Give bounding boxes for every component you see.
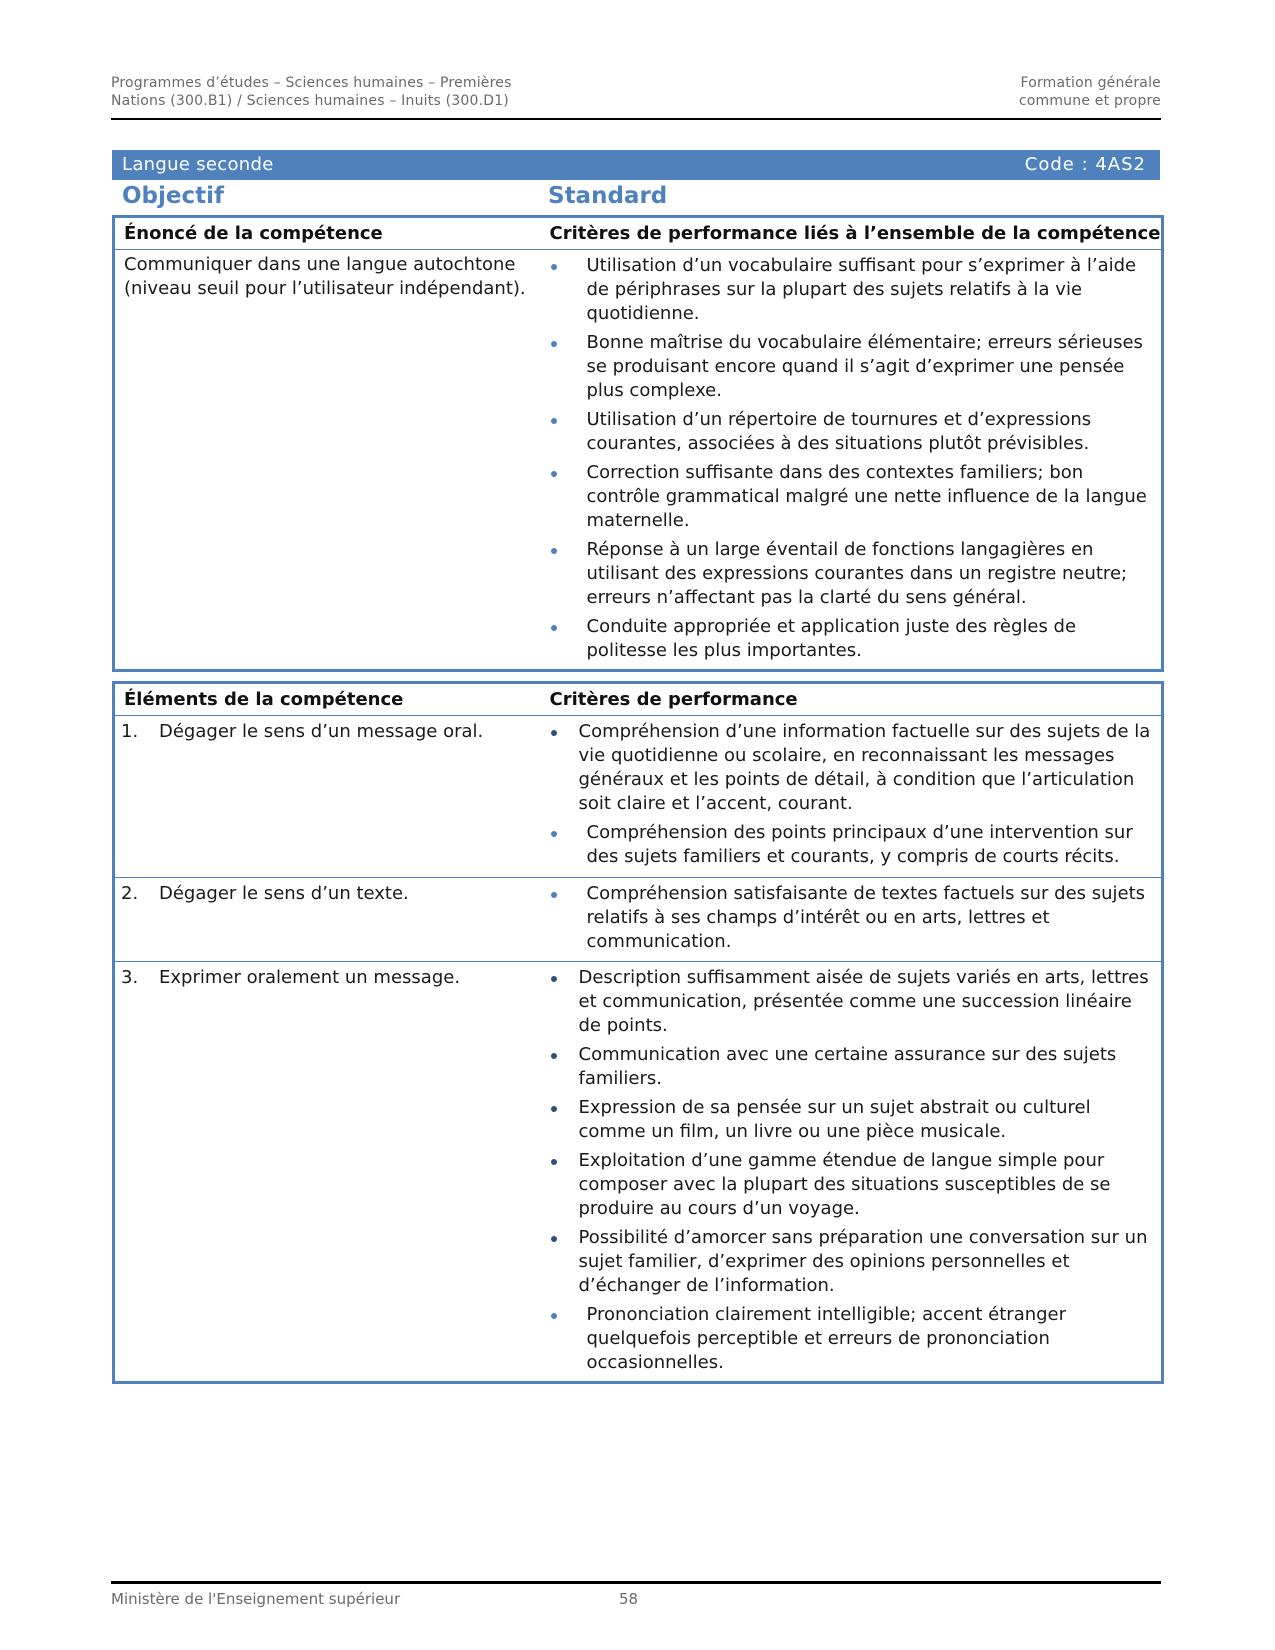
bullet-icon: [551, 1236, 557, 1242]
criteria-item: Correction suffisante dans des contextes familiers; bon contrôle grammatical malgré une nette influence de la langue maternelle.: [539, 461, 1154, 533]
competency-statement: Communiquer dans une langue autochtone (niveau seuil pour l’utilisateur indépendant).: [124, 254, 526, 299]
criteria-item: Compréhension des points principaux d’une intervention sur des sujets familiers et courants, y compris de courts récits.: [539, 821, 1154, 869]
element-criteria-list: [539, 878, 1162, 960]
criteria-item: Compréhension satisfaisante de textes factuels sur des sujets relatifs à ses champs d’intérêt ou en arts, lettres et communication.: [539, 882, 1154, 954]
training-type: [1019, 74, 1161, 110]
page-footer: [111, 1581, 1161, 1614]
criteria-item: Utilisation d’un répertoire de tournures et d’expressions courantes, associées à des situations plutôt prévisibles.: [539, 408, 1154, 456]
course-code: Code : 4AS2: [1024, 154, 1146, 175]
element-criteria-cell: [539, 716, 1163, 878]
competency-table: [112, 215, 1164, 672]
bullet-icon: [551, 1106, 557, 1112]
bullet-icon: [551, 471, 557, 477]
element-row: [114, 878, 1163, 962]
bullet-icon: [551, 625, 557, 631]
training-type-line-1: Formation générale: [1020, 75, 1161, 91]
criteria-item: Communication avec une certaine assurance sur des sujets familiers.: [539, 1043, 1154, 1091]
bullet-icon: [551, 831, 557, 837]
element-row: [114, 716, 1163, 878]
standard-title: Standard: [548, 183, 668, 209]
bullet-icon: [551, 341, 557, 347]
element-criteria-list: [539, 716, 1162, 875]
page-number: 58: [619, 1590, 639, 1608]
element-criteria-cell: [539, 878, 1163, 962]
footer-organization: Ministère de l'Enseignement supérieur: [111, 1590, 401, 1608]
criteria-item: Utilisation d’un vocabulaire suffisant pour s’exprimer à l’aide de périphrases sur la plupart des sujets relatifs à la vie quotidienne.: [539, 254, 1154, 326]
element-cell: [114, 962, 539, 1383]
element-criteria-list: [539, 962, 1162, 1381]
bullet-icon: [551, 892, 557, 898]
element-label: Dégager le sens d’un message oral.: [159, 721, 484, 742]
competency-table-header: [114, 217, 1163, 250]
program-title-line-2: Nations (300.B1) / Sciences humaines – Inuits (300.D1): [111, 93, 509, 109]
element-cell: [114, 878, 539, 962]
criteria-item: Description suffisamment aisée de sujets variés en arts, lettres et communication, présentée comme une succession linéaire de points.: [539, 966, 1154, 1038]
performance-criteria-header: Critères de performance: [539, 683, 1163, 716]
competency-row: [114, 250, 1163, 671]
elements-table-header: [114, 683, 1163, 716]
element-cell: [114, 716, 539, 878]
global-criteria-header: Critères de performance liés à l’ensemble de la compétence: [539, 217, 1163, 250]
element-number: 1.: [121, 721, 139, 742]
program-title-line-1: Programmes d’études – Sciences humaines – Premières: [111, 75, 512, 91]
elements-header: Éléments de la compétence: [114, 683, 539, 716]
bullet-icon: [551, 264, 557, 270]
criteria-item: Expression de sa pensée sur un sujet abstrait ou culturel comme un film, un livre ou une pièce musicale.: [539, 1096, 1154, 1144]
training-type-line-2: commune et propre: [1018, 93, 1161, 109]
element-label: Exprimer oralement un message.: [159, 967, 461, 988]
section-titles: [112, 181, 1160, 215]
objective-title: Objectif: [122, 183, 225, 209]
global-criteria-cell: [539, 250, 1163, 671]
criteria-item: Prononciation clairement intelligible; accent étranger quelquefois perceptible et erreurs de prononciation occasionnelles.: [539, 1303, 1154, 1375]
criteria-item: Réponse à un large éventail de fonctions langagières en utilisant des expressions courantes dans un registre neutre; erreurs n’affectant pas la clarté du sens général.: [539, 538, 1154, 610]
course-name: Langue seconde: [122, 154, 274, 175]
statement-cell: [114, 250, 539, 671]
criteria-item: Compréhension d’une information factuelle sur des sujets de la vie quotidienne ou scolaire, en reconnaissant les messages généraux et les points de détail, à condition que l’articulation soit claire et l’accent, courant.: [539, 720, 1154, 816]
statement-header: Énoncé de la compétence: [114, 217, 539, 250]
criteria-item: Exploitation d’une gamme étendue de langue simple pour composer avec la plupart des situations susceptibles de se produire au cours d’un voyage.: [539, 1149, 1154, 1221]
global-criteria-list: [539, 250, 1162, 669]
element-number: 3.: [121, 967, 139, 988]
bullet-icon: [551, 418, 557, 424]
criteria-item: Possibilité d’amorcer sans préparation une conversation sur un sujet familier, d’exprimer des opinions personnelles et d’échanger de l’information.: [539, 1226, 1154, 1298]
criteria-item: Conduite appropriée et application juste des règles de politesse les plus importantes.: [539, 615, 1154, 663]
element-row: [114, 962, 1163, 1383]
page-header: [111, 74, 1161, 120]
element-criteria-cell: [539, 962, 1163, 1383]
element-number: 2.: [121, 883, 139, 904]
bullet-icon: [551, 976, 557, 982]
bullet-icon: [551, 730, 557, 736]
bullet-icon: [551, 1313, 557, 1319]
bullet-icon: [551, 1159, 557, 1165]
bullet-icon: [551, 1053, 557, 1059]
elements-table: [112, 681, 1164, 1384]
program-title: [111, 74, 512, 110]
criteria-item: Bonne maîtrise du vocabulaire élémentaire; erreurs sérieuses se produisant encore quand il s’agit d’exprimer une pensée plus complexe.: [539, 331, 1154, 403]
bullet-icon: [551, 548, 557, 554]
course-bar: [112, 150, 1160, 180]
element-label: Dégager le sens d’un texte.: [159, 883, 409, 904]
